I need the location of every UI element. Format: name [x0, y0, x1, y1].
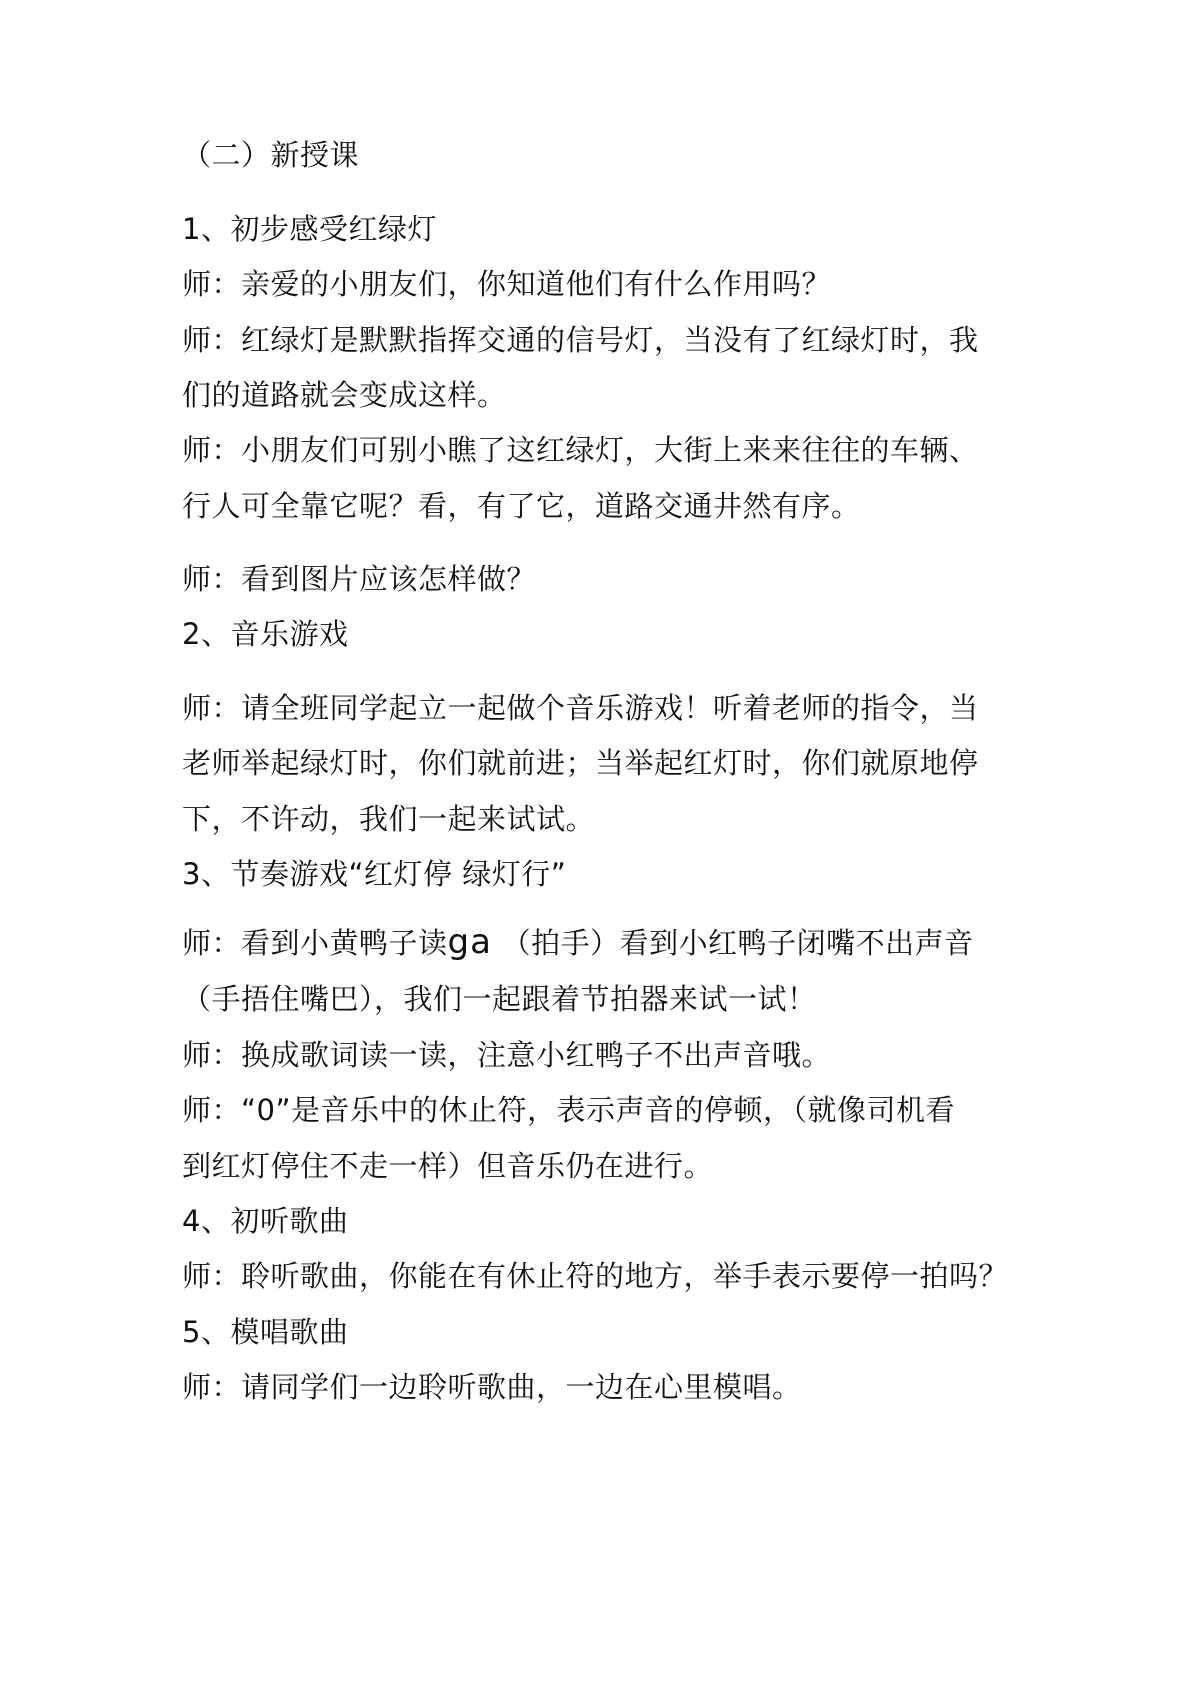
paragraph-line-rhythm: [182, 922, 1062, 963]
paragraph-line: 师：亲爱的小朋友们，你知道他们有什么作用吗？: [182, 267, 832, 301]
paragraph-line: 师：“0”是音乐中的休止符，表示声音的停顿，（就像司机看: [182, 1093, 955, 1127]
paragraph-line: 师：聆听歌曲，你能在有休止符的地方，举手表示要停一拍吗？: [182, 1259, 1009, 1293]
paragraph-line: 们的道路就会变成这样。: [182, 378, 507, 412]
section-heading-new-lesson: （二）新授课: [182, 138, 360, 172]
paragraph-line: 师：请同学们一边聆听歌曲，一边在心里模唱。: [182, 1370, 802, 1404]
paragraph-line: 师：红绿灯是默默指挥交通的信号灯，当没有了红绿灯时，我: [182, 323, 979, 357]
subheading-4: 4、初听歌曲: [182, 1204, 349, 1238]
paragraph-line: 师：请全班同学起立一起做个音乐游戏！听着老师的指令，当: [182, 691, 979, 725]
subheading-1: 1、初步感受红绿灯: [182, 212, 437, 246]
paragraph-line: 师：看到图片应该怎样做？: [182, 562, 537, 596]
paragraph-line: 行人可全靠它呢？看，有了它，道路交通井然有序。: [182, 489, 861, 523]
paragraph-line: 到红灯停住不走一样）但音乐仍在进行。: [182, 1149, 714, 1183]
paragraph-line: 师：换成歌词读一读，注意小红鸭子不出声音哦。: [182, 1038, 832, 1072]
paragraph-line: 下，不许动，我们一起来试试。: [182, 802, 596, 836]
rhythm-text-part: 师：看到小黄鸭子读: [182, 926, 448, 960]
rhythm-text-part: （拍手）看到小红鸭子闭嘴不出声音: [501, 926, 974, 960]
subheading-5: 5、模唱歌曲: [182, 1315, 349, 1349]
paragraph-line: 老师举起绿灯时，你们就前进；当举起红灯时，你们就原地停: [182, 746, 979, 780]
paragraph-line: （手捂住嘴巴），我们一起跟着节拍器来试一试！: [182, 982, 817, 1016]
subheading-3: 3、节奏游戏“红灯停 绿灯行”: [182, 857, 567, 891]
paragraph-line: 师：小朋友们可别小瞧了这红绿灯，大街上来来往往的车辆、: [182, 433, 979, 467]
subheading-2: 2、音乐游戏: [182, 617, 349, 651]
syllable-ga: ga: [447, 922, 492, 962]
